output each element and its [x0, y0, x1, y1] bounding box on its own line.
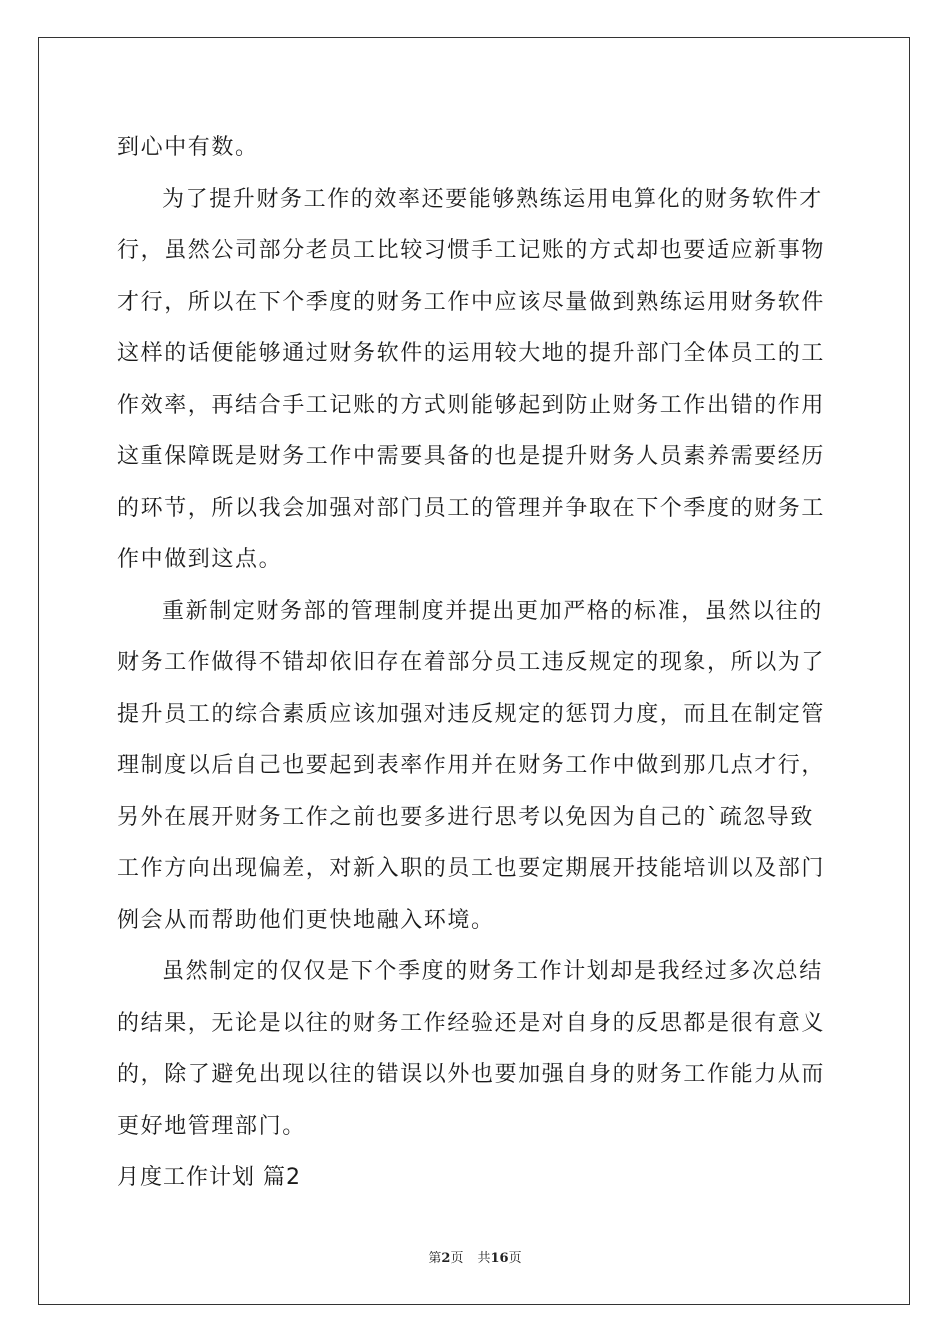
total-prefix: 共 — [477, 1251, 491, 1266]
text-line: 才行，所以在下个季度的财务工作中应该尽量做到熟练运用财务软件 — [117, 289, 826, 315]
text-line: 的，除了避免出现以往的错误以外也要加强自身的财务工作能力从而 — [117, 1062, 826, 1087]
section-heading: 月度工作计划 篇2 — [117, 1165, 301, 1190]
paragraph-3 — [117, 586, 834, 947]
text-line: 作中做到这点。 — [117, 547, 283, 572]
text-line: 作效率，再结合手工记账的方式则能够起到防止财务工作出错的作用 — [117, 392, 826, 418]
page-prefix: 第 — [428, 1251, 442, 1266]
paragraph-2 — [117, 174, 834, 586]
text-line: 这重保障既是财务工作中需要具备的也是提升财务人员素养需要经历 — [117, 444, 826, 469]
page-unit: 页 — [450, 1251, 464, 1266]
paragraph-4 — [117, 946, 834, 1152]
text-line: 的结果，无论是以往的财务工作经验还是对自身的反思都是很有意义 — [117, 1010, 826, 1036]
total-pages: 16 — [490, 1251, 509, 1266]
text-line: 这样的话便能够通过财务软件的运用较大地的提升部门全体员工的工 — [117, 341, 826, 366]
text-line: 行，虽然公司部分老员工比较习惯手工记账的方式却也要适应新事物 — [117, 238, 826, 263]
text-line: 例会从而帮助他们更快地融入环境。 — [117, 907, 495, 933]
text-line: 更好地管理部门。 — [117, 1113, 306, 1139]
text-line: 提升员工的综合素质应该加强对违反规定的惩罚力度，而且在制定管 — [117, 701, 826, 727]
page-footer — [0, 1247, 950, 1266]
text-line: 重新制定财务部的管理制度并提出更加严格的标准，虽然以往的 — [162, 598, 823, 624]
document-body — [117, 122, 834, 1204]
text-line: 到心中有数。 — [117, 135, 259, 160]
paragraph-1 — [117, 122, 834, 174]
text-line: 财务工作做得不错却依旧存在着部分员工违反规定的现象，所以为了 — [117, 650, 826, 675]
page-number: 2 — [441, 1251, 451, 1266]
text-line: 的环节，所以我会加强对部门员工的管理并争取在下个季度的财务工 — [117, 495, 826, 521]
text-line: 为了提升财务工作的效率还要能够熟练运用电算化的财务软件才 — [162, 186, 823, 212]
text-line: 虽然制定的仅仅是下个季度的财务工作计划却是我经过多次总结 — [162, 959, 823, 984]
text-line: 理制度以后自己也要起到表率作用并在财务工作中做到那几点才行， — [117, 753, 826, 778]
text-line: 另外在展开财务工作之前也要多进行思考以免因为自己的`疏忽导致 — [117, 804, 815, 830]
text-line: 工作方向出现偏差，对新入职的员工也要定期展开技能培训以及部门 — [117, 856, 826, 881]
total-unit: 页 — [508, 1251, 522, 1266]
